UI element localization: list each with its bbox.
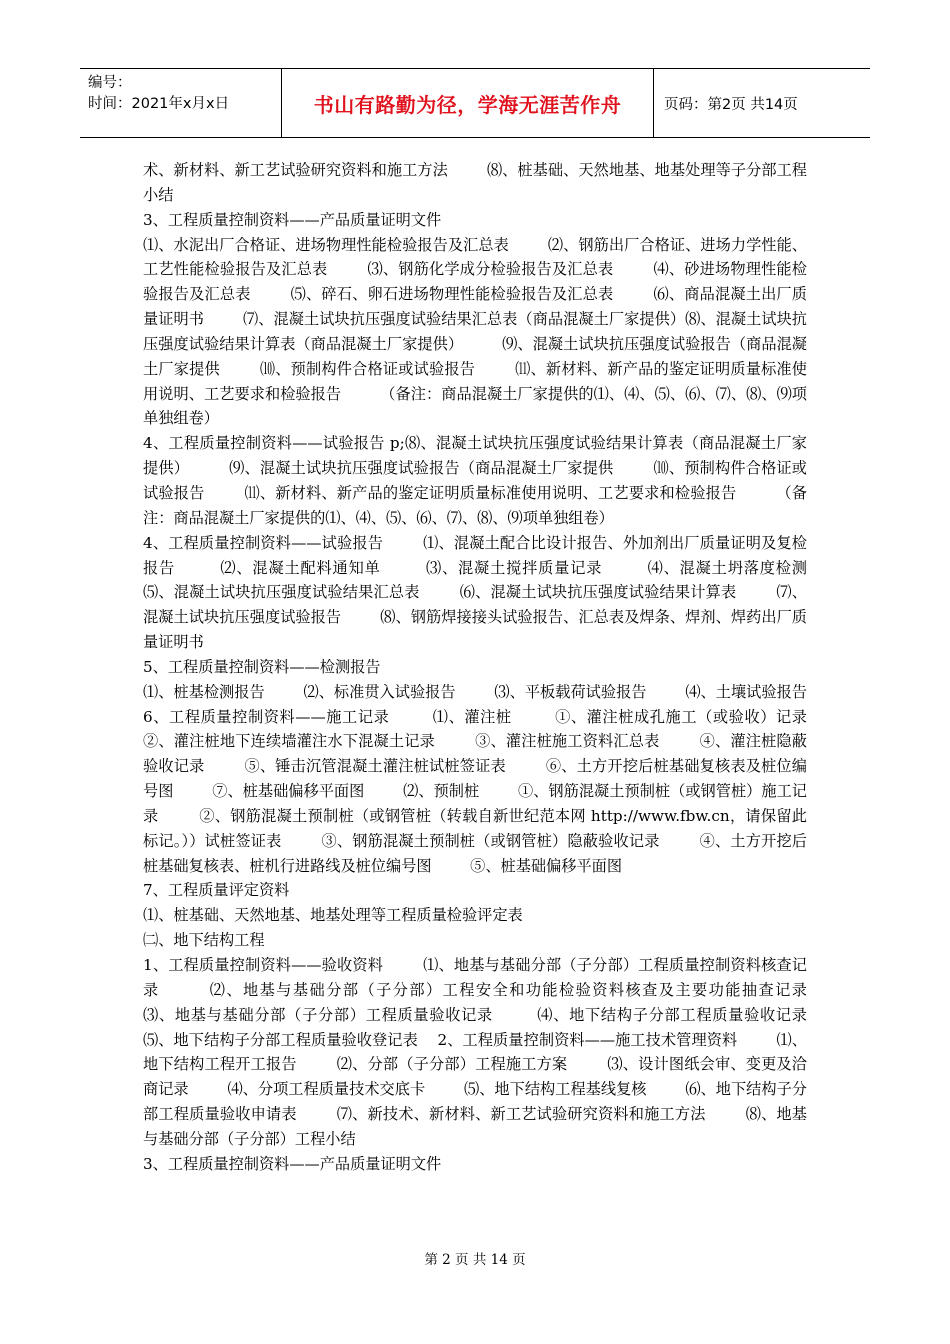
section-heading: 3、工程质量控制资料——产品质量证明文件 [143,210,442,229]
body-paragraph: ⑴、桩基检测报告 ⑵、标准贯入试验报告 ⑶、平板载荷试验报告 ⑷、土壤试验报告 6、工程质量控制资料——施工记录 ⑴、灌注桩 ①、灌注桩成孔施工（或验收）记录 ②、灌注桩地下连续墙灌注水下混凝土记录 ③、灌注桩施工资料汇总表 ④、灌注桩隐蔽验收记录 ⑤、锤击沉管混凝土灌注桩试桩签证表 ⑥、土方开挖后桩基础复核表及桩位编号图 ⑦、桩基础偏移平面图 ⑵、预制桩 ①、钢筋混凝土预制桩（或钢管桩）施工记录 ②、钢筋混凝土预制桩（或钢管桩（转载自新世纪范本网 http://www.fbw.cn，请保留此标记。））试桩签证表 ③、钢筋混凝土预制桩（或钢管桩）隐蔽验收记录 ④、土方开挖后桩基础复核表、桩机行进路线及桩位编号图 ⑤、桩基础偏移平面图 [143,682,846,875]
body-paragraph: 1、工程质量控制资料——验收资料 ⑴、地基与基础分部（子分部）工程质量控制资料核查记录 ⑵、地基与基础分部（子分部）工程安全和功能检验资料核查及主要功能抽查记录 ⑶、地基与基础分部（子分部）工程质量验收记录 ⑷、地下结构子分部工程质量验收记录 ⑸、地下结构子分部工程质量验收登记表 2、工程质量控制资料——施工技术管理资料 ⑴、地下结构工程开工报告 ⑵、分部（子分部）工程施工方案 ⑶、设计图纸会审、变更及洽商记录 ⑷、分项工程质量技术交底卡 ⑸、地下结构工程基线复核 ⑹、地下结构子分部工程质量验收申请表 ⑺、新技术、新材料、新工艺试验研究资料和施工方法 ⑻、地基与基础分部（子分部）工程小结 [143,956,846,1148]
section-heading: 7、工程质量评定资料 [143,881,290,900]
document-body [143,158,846,1177]
header-page-info: 页码：第2页 共14页 [664,96,798,113]
page-footer: 第 2 页 共 14 页 [424,1252,526,1268]
body-paragraph: ⑴、水泥出厂合格证、进场物理性能检验报告及汇总表 ⑵、钢筋出厂合格证、进场力学性能、工艺性能检验报告及汇总表 ⑶、钢筋化学成分检验报告及汇总表 ⑷、砂进场物理性能检验报告及汇总表 ⑸、碎石、卵石进场物理性能检验报告及汇总表 ⑹、商品混凝土出厂质量证明书 ⑺、混凝土试块抗压强度试验结果汇总表（商品混凝土厂家提供）⑻、混凝土试块抗压强度试验结果计算表（商品混凝土厂家提供） ⑼、混凝土试块抗压强度试验报告（商品混凝土厂家提供 ⑽、预制构件合格证或试验报告 ⑾、新材料、新产品的鉴定证明质量标准使用说明、工艺要求和检验报告 （备注：商品混凝土厂家提供的⑴、⑷、⑸、⑹、⑺、⑻、⑼项单独组卷） [143,235,807,428]
header-motto: 书山有路勤为径，学海无涯苦作舟 [282,69,654,137]
body-paragraph: 4、工程质量控制资料——试验报告 ⑴、混凝土配合比设计报告、外加剂出厂质量证明及复检报告 ⑵、混凝土配料通知单 ⑶、混凝土搅拌质量记录 ⑷、混凝土坍落度检测 ⑸、混凝土试块抗压强度试验结果汇总表 ⑹、混凝土试块抗压强度试验结果计算表 ⑺、混凝土试块抗压强度试验报告 ⑻、钢筋焊接接头试验报告、汇总表及焊条、焊剂、焊药出厂质量证明书 [143,533,846,652]
page-header [80,68,870,138]
header-meta-cell [80,69,282,137]
body-paragraph: ⑴、桩基础、天然地基、地基处理等工程质量检验评定表 [143,906,523,925]
body-paragraph: 术、新材料、新工艺试验研究资料和施工方法 ⑻、桩基础、天然地基、地基处理等子分部工程小结 [143,161,807,204]
body-paragraph: 4、工程质量控制资料——试验报告 p;⑻、混凝土试块抗压强度试验结果计算表（商品混凝土厂家提供） ⑼、混凝土试块抗压强度试验报告（商品混凝土厂家提供 ⑽、预制构件合格证或试验报告 ⑾、新材料、新产品的鉴定证明质量标准使用说明、工艺要求和检验报告 （备注：商品混凝土厂家提供的⑴、⑷、⑸、⑹、⑺、⑻、⑼项单独组卷） [143,434,807,527]
section-heading: 5、工程质量控制资料——检测报告 [143,657,381,676]
header-number-label: 编号： [88,75,132,91]
section-heading: 3、工程质量控制资料——产品质量证明文件 [143,1154,442,1173]
section-heading: ㈡、地下结构工程 [143,931,265,950]
header-time-label: 时间：2021年x月x日 [88,96,230,112]
